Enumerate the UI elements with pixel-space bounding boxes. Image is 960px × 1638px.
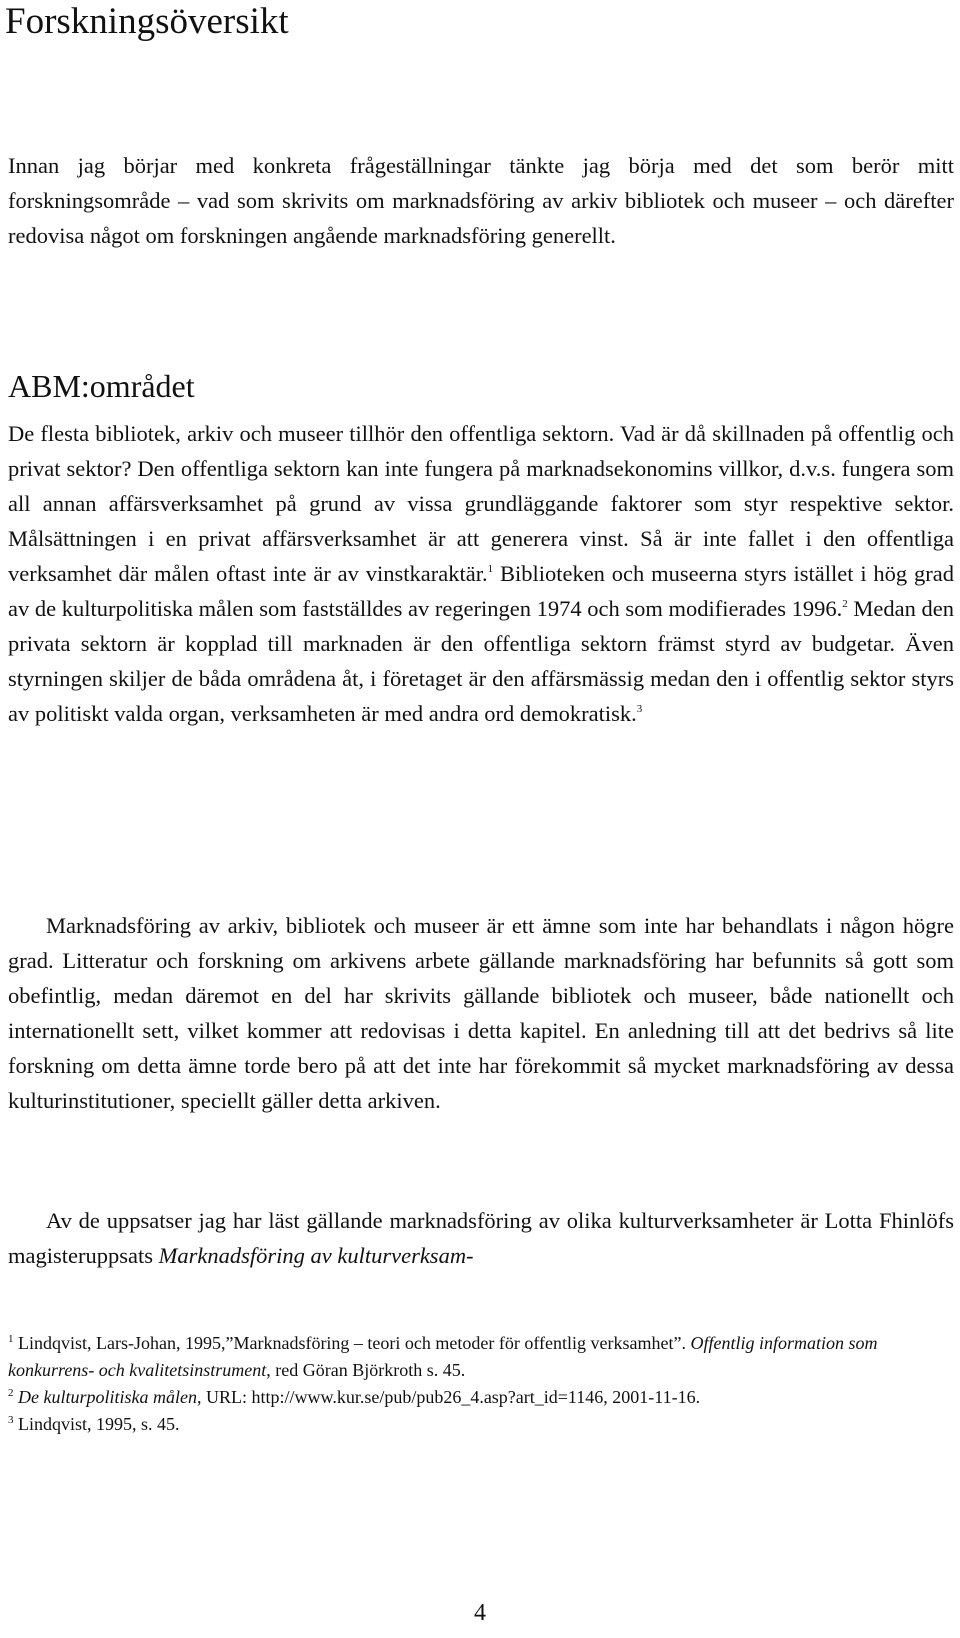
footnotes (8, 1330, 954, 1438)
footnote-2 (8, 1384, 954, 1411)
abm-paragraph-text-3: Medan den privata sektorn är kopplad till marknaden är den offentliga sektorn främst styrd av budgetar. Även styrningen skiljer de båda områdena åt, i företaget är den affärsmässig medan den i offentlig sektor styrs av politiskt valda organ, verksamheten är med andra ord demokratisk. (8, 596, 954, 726)
footnote-ref-2: 2 (842, 598, 848, 610)
marketing-paragraph: Marknadsföring av arkiv, bibliotek och museer är ett ämne som inte har behandlats i någon högre grad. Litteratur och forskning om arkivens arbete gällande marknadsföring har befunnits så gott som obefintlig, medan däremot en del har skrivits gällande bibliotek och museer, både nationellt och internationellt sett, vilket kommer att redovisas i detta kapitel. En anledning till att det bedrivs så lite forskning om detta ämne torde bero på att det inte har förekommit så mycket marknadsföring av dessa kulturinstitutioner, speciellt gäller detta arkiven. (8, 913, 954, 1113)
intro-paragraph: Innan jag börjar med konkreta frågeställningar tänkte jag börja med det som berör mitt forskningsområde – vad som skrivits om marknadsföring av arkiv bibliotek och museer – och därefter redovisa något om forskningen angående marknadsföring generellt. (8, 153, 954, 248)
footnote-3 (8, 1411, 954, 1438)
thesis-title-italic: Marknadsföring av kulturverksam- (158, 1243, 474, 1268)
thesis-paragraph (8, 1203, 954, 1273)
thesis-paragraph-text: Av de uppsatser jag har läst gällande marknadsföring av olika kulturverksamheter är Lotta Fhinlöfs magisteruppsats (8, 1208, 954, 1268)
footnote-rest: Lindqvist, 1995, s. 45. (18, 1414, 180, 1434)
footnote-rest: , red Göran Björkroth s. 45. (266, 1360, 466, 1380)
section-heading: ABM:området (8, 368, 195, 404)
abm-paragraph-text-2: Biblioteken och museerna styrs istället i hög grad av de kulturpolitiska målen som fastställdes av regeringen 1974 och som modifierades 1996. (8, 561, 955, 621)
page-number: 4 (474, 1600, 486, 1626)
footnote-italic: De kulturpolitiska målen (18, 1387, 197, 1407)
footnote-1 (8, 1330, 954, 1384)
abm-paragraph-text-1: De flesta bibliotek, arkiv och museer tillhör den offentliga sektorn. Vad är då skillnaden på offentlig och privat sektor? Den offentliga sektorn kan inte fungera på marknadsekonomins villkor, d.v.s. fungera som all annan affärsverksamhet på grund av vissa grundläggande faktorer som styr respektive sektor. Målsättningen i en privat affärsverksamhet är att generera vinst. Så är inte fallet i den offentliga verksamhet där målen oftast inte är av vinstkaraktär. (8, 421, 954, 586)
footnote-number: 1 (8, 1333, 14, 1345)
footnote-number: 3 (8, 1414, 14, 1426)
footnote-number: 2 (8, 1387, 14, 1399)
footnote-text: Lindqvist, Lars-Johan, 1995,”Marknadsföring – teori och metoder för offentlig verksamhet”. (18, 1333, 691, 1353)
page-title: Forskningsöversikt (5, 1, 289, 42)
footnote-rest: , URL: http://www.kur.se/pub/pub26_4.asp?art_id=1146, 2001-11-16. (196, 1387, 701, 1407)
footnote-ref-1: 1 (487, 563, 494, 575)
footnote-ref-3: 3 (636, 703, 643, 715)
abm-paragraph (8, 416, 954, 731)
footnote-italic: Offentlig information som konkurrens- och kvalitetsinstrument (8, 1333, 878, 1380)
